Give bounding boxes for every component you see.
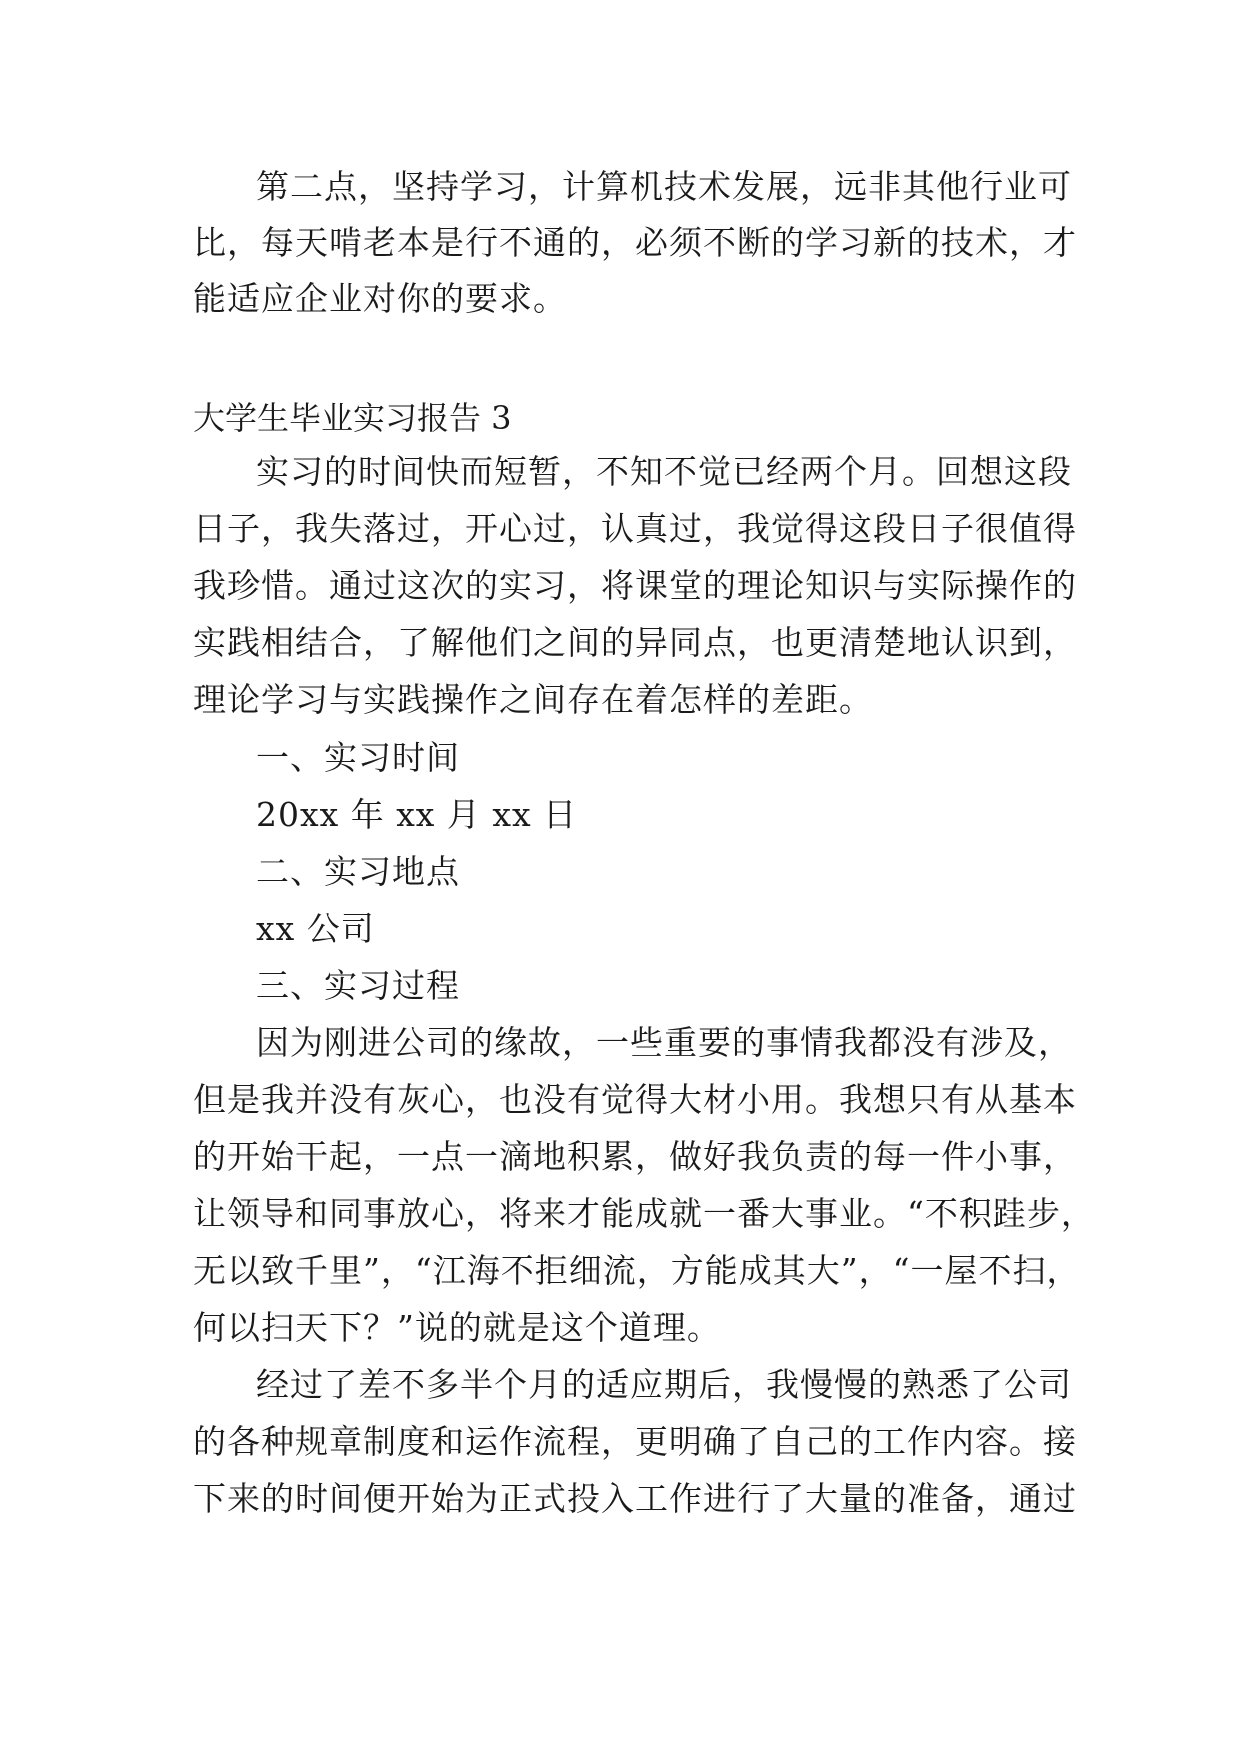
paragraph-line: 但是我并没有灰心，也没有觉得大材小用。我想只有从基本 (193, 1080, 1077, 1119)
value-time: 20xx 年 xx 月 xx 日 (256, 795, 578, 834)
paragraph-line: 因为刚进公司的缘故，一些重要的事情我都没有涉及， (256, 1023, 1072, 1062)
paragraph-line: 能适应企业对你的要求。 (193, 279, 567, 318)
paragraph-line: 实践相结合，了解他们之间的异同点，也更清楚地认识到， (193, 623, 1077, 662)
paragraph-line: 日子，我失落过，开心过，认真过，我觉得这段日子很值得 (193, 509, 1077, 548)
paragraph-line: 的各种规章制度和运作流程，更明确了自己的工作内容。接 (193, 1422, 1077, 1461)
paragraph-line: 第二点，坚持学习，计算机技术发展，远非其他行业可 (256, 167, 1072, 206)
value-place: xx 公司 (256, 909, 375, 948)
paragraph-line: 让领导和同事放心，将来才能成就一番大事业。“不积跬步， (193, 1194, 1095, 1233)
paragraph-line: 何以扫天下？”说的就是这个道理。 (193, 1308, 721, 1347)
paragraph-line: 经过了差不多半个月的适应期后，我慢慢的熟悉了公司 (256, 1365, 1072, 1404)
heading-process: 三、实习过程 (256, 966, 460, 1005)
paragraph-line: 比，每天啃老本是行不通的，必须不断的学习新的技术，才 (193, 223, 1077, 262)
paragraph-line: 理论学习与实践操作之间存在着怎样的差距。 (193, 680, 873, 719)
paragraph-line: 实习的时间快而短暂，不知不觉已经两个月。回想这段 (256, 452, 1072, 491)
paragraph-line: 的开始干起，一点一滴地积累，做好我负责的每一件小事， (193, 1137, 1077, 1176)
heading-place: 二、实习地点 (256, 852, 460, 891)
paragraph-line: 无以致千里”，“江海不拒细流，方能成其大”，“一屋不扫， (193, 1251, 1081, 1290)
heading-time: 一、实习时间 (256, 738, 460, 777)
section-title: 大学生毕业实习报告 3 (193, 399, 512, 437)
paragraph-line: 我珍惜。通过这次的实习，将课堂的理论知识与实际操作的 (193, 566, 1077, 605)
paragraph-line: 下来的时间便开始为正式投入工作进行了大量的准备，通过 (193, 1479, 1077, 1518)
